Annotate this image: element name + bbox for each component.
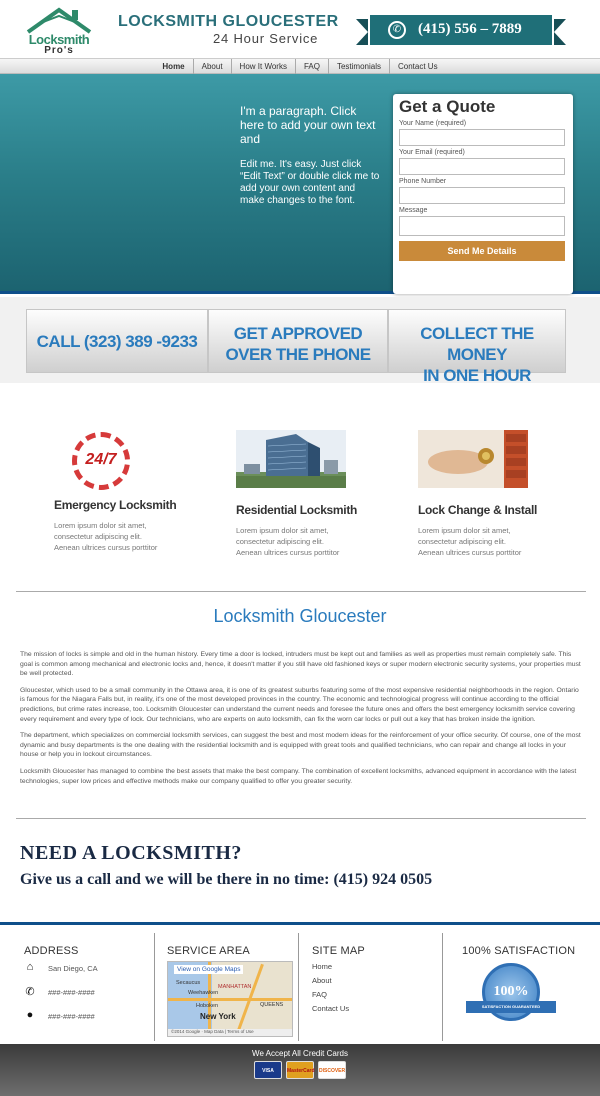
article-paragraph: The mission of locks is simple and old in the human history. Every time a door is locked, intruders must be kept out and families as well as properties must remain completely safe. This goal is common among mechanical and electronic locks and, hence, it doesn't matter if you still have old fashioned keys or super modern electronic security systems, your properties must be well protected. — [20, 651, 581, 678]
footer-service-area — [154, 933, 298, 1041]
seal-ribbon: SATISFACTION GUARANTEED — [466, 1001, 556, 1013]
map-label: QUEENS — [260, 1002, 284, 1008]
site-footer — [0, 922, 600, 1044]
site-map-heading: SITE MAP — [312, 945, 365, 957]
map-label: Weehawken — [188, 990, 219, 996]
need-locksmith-title: NEED A LOCKSMITH? — [20, 842, 242, 864]
sitemap-about[interactable]: About — [312, 976, 332, 985]
address-heading: ADDRESS — [24, 945, 79, 957]
nav-about[interactable]: About — [193, 59, 231, 74]
view-google-maps-link[interactable]: View on Google Maps — [174, 965, 243, 974]
address-phone-row — [24, 985, 154, 1005]
call-cta[interactable] — [26, 309, 208, 373]
phone-input[interactable] — [399, 187, 565, 204]
site-header — [0, 0, 600, 58]
collect-money-cta[interactable] — [388, 309, 566, 385]
divider — [16, 818, 586, 819]
nav-testimonials[interactable]: Testimonials — [328, 59, 389, 74]
phone-banner[interactable] — [356, 13, 566, 47]
hero-paragraph: I'm a paragraph. Click here to add your own text and — [240, 104, 376, 146]
name-label: Your Name (required) — [399, 120, 467, 127]
service-text: Lorem ipsum dolor sit amet, consectetur adipiscing elit. Aenean ultrices cursus porttitor — [418, 526, 522, 557]
map-city: New York — [200, 1012, 236, 1021]
badge-text: 24/7 — [85, 451, 117, 468]
credit-cards — [0, 1061, 600, 1079]
logo-subname: Pro's — [44, 45, 74, 56]
header-phone[interactable]: (415) 556 – 7889 — [418, 21, 522, 37]
visa-card-icon: VISA — [254, 1061, 282, 1079]
name-input[interactable] — [399, 129, 565, 146]
24-7-badge-icon — [72, 432, 130, 490]
home-icon: ⌂ — [26, 961, 34, 973]
service-emergency — [54, 430, 184, 553]
service-lock-change — [418, 430, 548, 558]
site-title: LOCKSMITH GLOUCESTER — [118, 13, 339, 30]
article-body — [20, 650, 582, 793]
nav-how-it-works[interactable]: How It Works — [231, 59, 295, 74]
map-road — [168, 998, 293, 1001]
send-details-button[interactable]: Send Me Details — [399, 241, 565, 261]
money-line-1: COLLECT THE MONEY — [420, 324, 534, 364]
credit-cards-label: We Accept All Credit Cards — [252, 1049, 348, 1058]
message-textarea[interactable] — [399, 216, 565, 236]
approved-line-2: OVER THE PHONE — [225, 345, 371, 364]
site-subtitle: 24 Hour Service — [213, 31, 319, 46]
address-city-row — [24, 961, 154, 981]
sitemap-contact-us[interactable]: Contact Us — [312, 1004, 350, 1013]
phone-icon: ✆ — [388, 21, 406, 39]
email-input[interactable] — [399, 158, 565, 175]
message-label: Message — [399, 207, 428, 214]
banner-tail-right — [554, 19, 566, 45]
service-text: Lorem ipsum dolor sit amet, consectetur adipiscing elit. Aenean ultrices cursus porttitor — [54, 521, 158, 552]
phone-label: Phone Number — [399, 178, 447, 185]
mastercard-icon: MasterCard — [286, 1061, 314, 1079]
building-image — [236, 430, 346, 488]
quote-title: Get a Quote — [399, 97, 496, 116]
nav-home[interactable]: Home — [162, 62, 185, 71]
banner-tail-left — [356, 19, 368, 45]
service-title[interactable]: Residential Locksmith — [236, 503, 358, 517]
emergency-image — [54, 430, 164, 488]
footer-satisfaction — [442, 933, 586, 1041]
sitemap-home[interactable]: Home — [312, 962, 333, 971]
call-cta-text: CALL (323) 389 -9233 — [36, 332, 198, 351]
article-paragraph: Locksmith Gloucester has managed to combine the best assets that make the best company. The combination of excellent locksmiths, advanced equipment in accordance with the latest technologies, super low prices and effective methods make our company qualified to offer you greater security. — [20, 767, 577, 785]
cta-strip — [0, 297, 600, 383]
bottom-bar — [0, 1044, 600, 1096]
discover-card-icon: DISCOVER — [318, 1061, 346, 1079]
email-label: Your Email (required) — [399, 149, 465, 156]
seal-number: 100% — [493, 984, 529, 999]
footer-address — [16, 933, 154, 1041]
need-locksmith-subtitle: Give us a call and we will be there in no time: (415) 924 0505 — [20, 871, 433, 888]
nav-contact-us[interactable]: Contact Us — [389, 59, 446, 74]
hero-section — [0, 74, 600, 294]
approved-line-1: GET APPROVED — [233, 324, 363, 343]
service-title[interactable]: Lock Change & Install — [418, 503, 538, 517]
lock-key-image — [418, 430, 528, 488]
map-label: Secaucus — [176, 980, 201, 986]
sitemap-faq[interactable]: FAQ — [312, 990, 328, 999]
phone-icon: ✆ — [25, 986, 35, 998]
approved-cta[interactable] — [208, 309, 388, 373]
article-paragraph: The department, which specializes on commercial locksmith services, can suggest the best and most modern ideas for the reinforcement of your office security. Of course, one of the most dynamic and busy departments is the one dealing with the residential locksmith and is equipped with great tools and qualified technicians, who can repair and change all locks in your house or help you in lockout circumstances. — [20, 732, 581, 759]
divider — [16, 591, 586, 592]
map-label: Hoboken — [196, 1003, 219, 1009]
service-title[interactable]: Emergency Locksmith — [54, 498, 177, 512]
article-title: Locksmith Gloucester — [213, 606, 387, 626]
hero-edit-text: Edit me. It's easy. Just click “Edit Text” or double click me to add your own content and make changes to the font. — [240, 159, 380, 206]
nav-faq[interactable]: FAQ — [295, 59, 328, 74]
article-paragraph: Gloucester, which used to be a small community in the Ottawa area, it is one of its greatest suburbs featuring some of the most expensive residential neighborhoods in the region. Ontario is famous for the Niagara Falls but, in reality, it's one of the most developed provinces in the country. The economic and technological progress will continue according to the official predictions, but crime rates increase, too. Locksmith Gloucester can understand the current needs and foresee the future ones and offers the best emergency locksmith service covering every requirement and every type of lock. Our technicians, who are experts on auto locksmith, can fix the worn car locks or pull out a key that has broken inside the ignition. — [20, 686, 579, 723]
satisfaction-seal — [462, 963, 557, 1033]
quote-form — [393, 94, 573, 294]
service-area-heading: SERVICE AREA — [167, 945, 250, 957]
service-area-map[interactable] — [167, 961, 293, 1037]
satisfaction-heading: 100% SATISFACTION — [462, 945, 576, 957]
money-line-2: IN ONE HOUR — [423, 366, 531, 385]
address-location-row — [24, 1009, 154, 1029]
logo-name: Locksmith — [28, 32, 90, 47]
map-pin-icon: ● — [26, 1009, 34, 1021]
map-footer: ©2014 Google · Map Data | Terms of Use — [168, 1029, 293, 1036]
service-residential — [236, 430, 366, 558]
map-label: MANHATTAN — [218, 984, 252, 990]
address-other: ###-###-#### — [48, 1012, 95, 1021]
service-text: Lorem ipsum dolor sit amet, consectetur adipiscing elit. Aenean ultrices cursus porttitor — [236, 526, 340, 557]
footer-site-map — [298, 933, 442, 1041]
logo[interactable] — [22, 6, 96, 54]
address-phone: ###-###-#### — [48, 988, 95, 997]
address-city: San Diego, CA — [48, 964, 98, 973]
main-nav — [0, 58, 600, 74]
